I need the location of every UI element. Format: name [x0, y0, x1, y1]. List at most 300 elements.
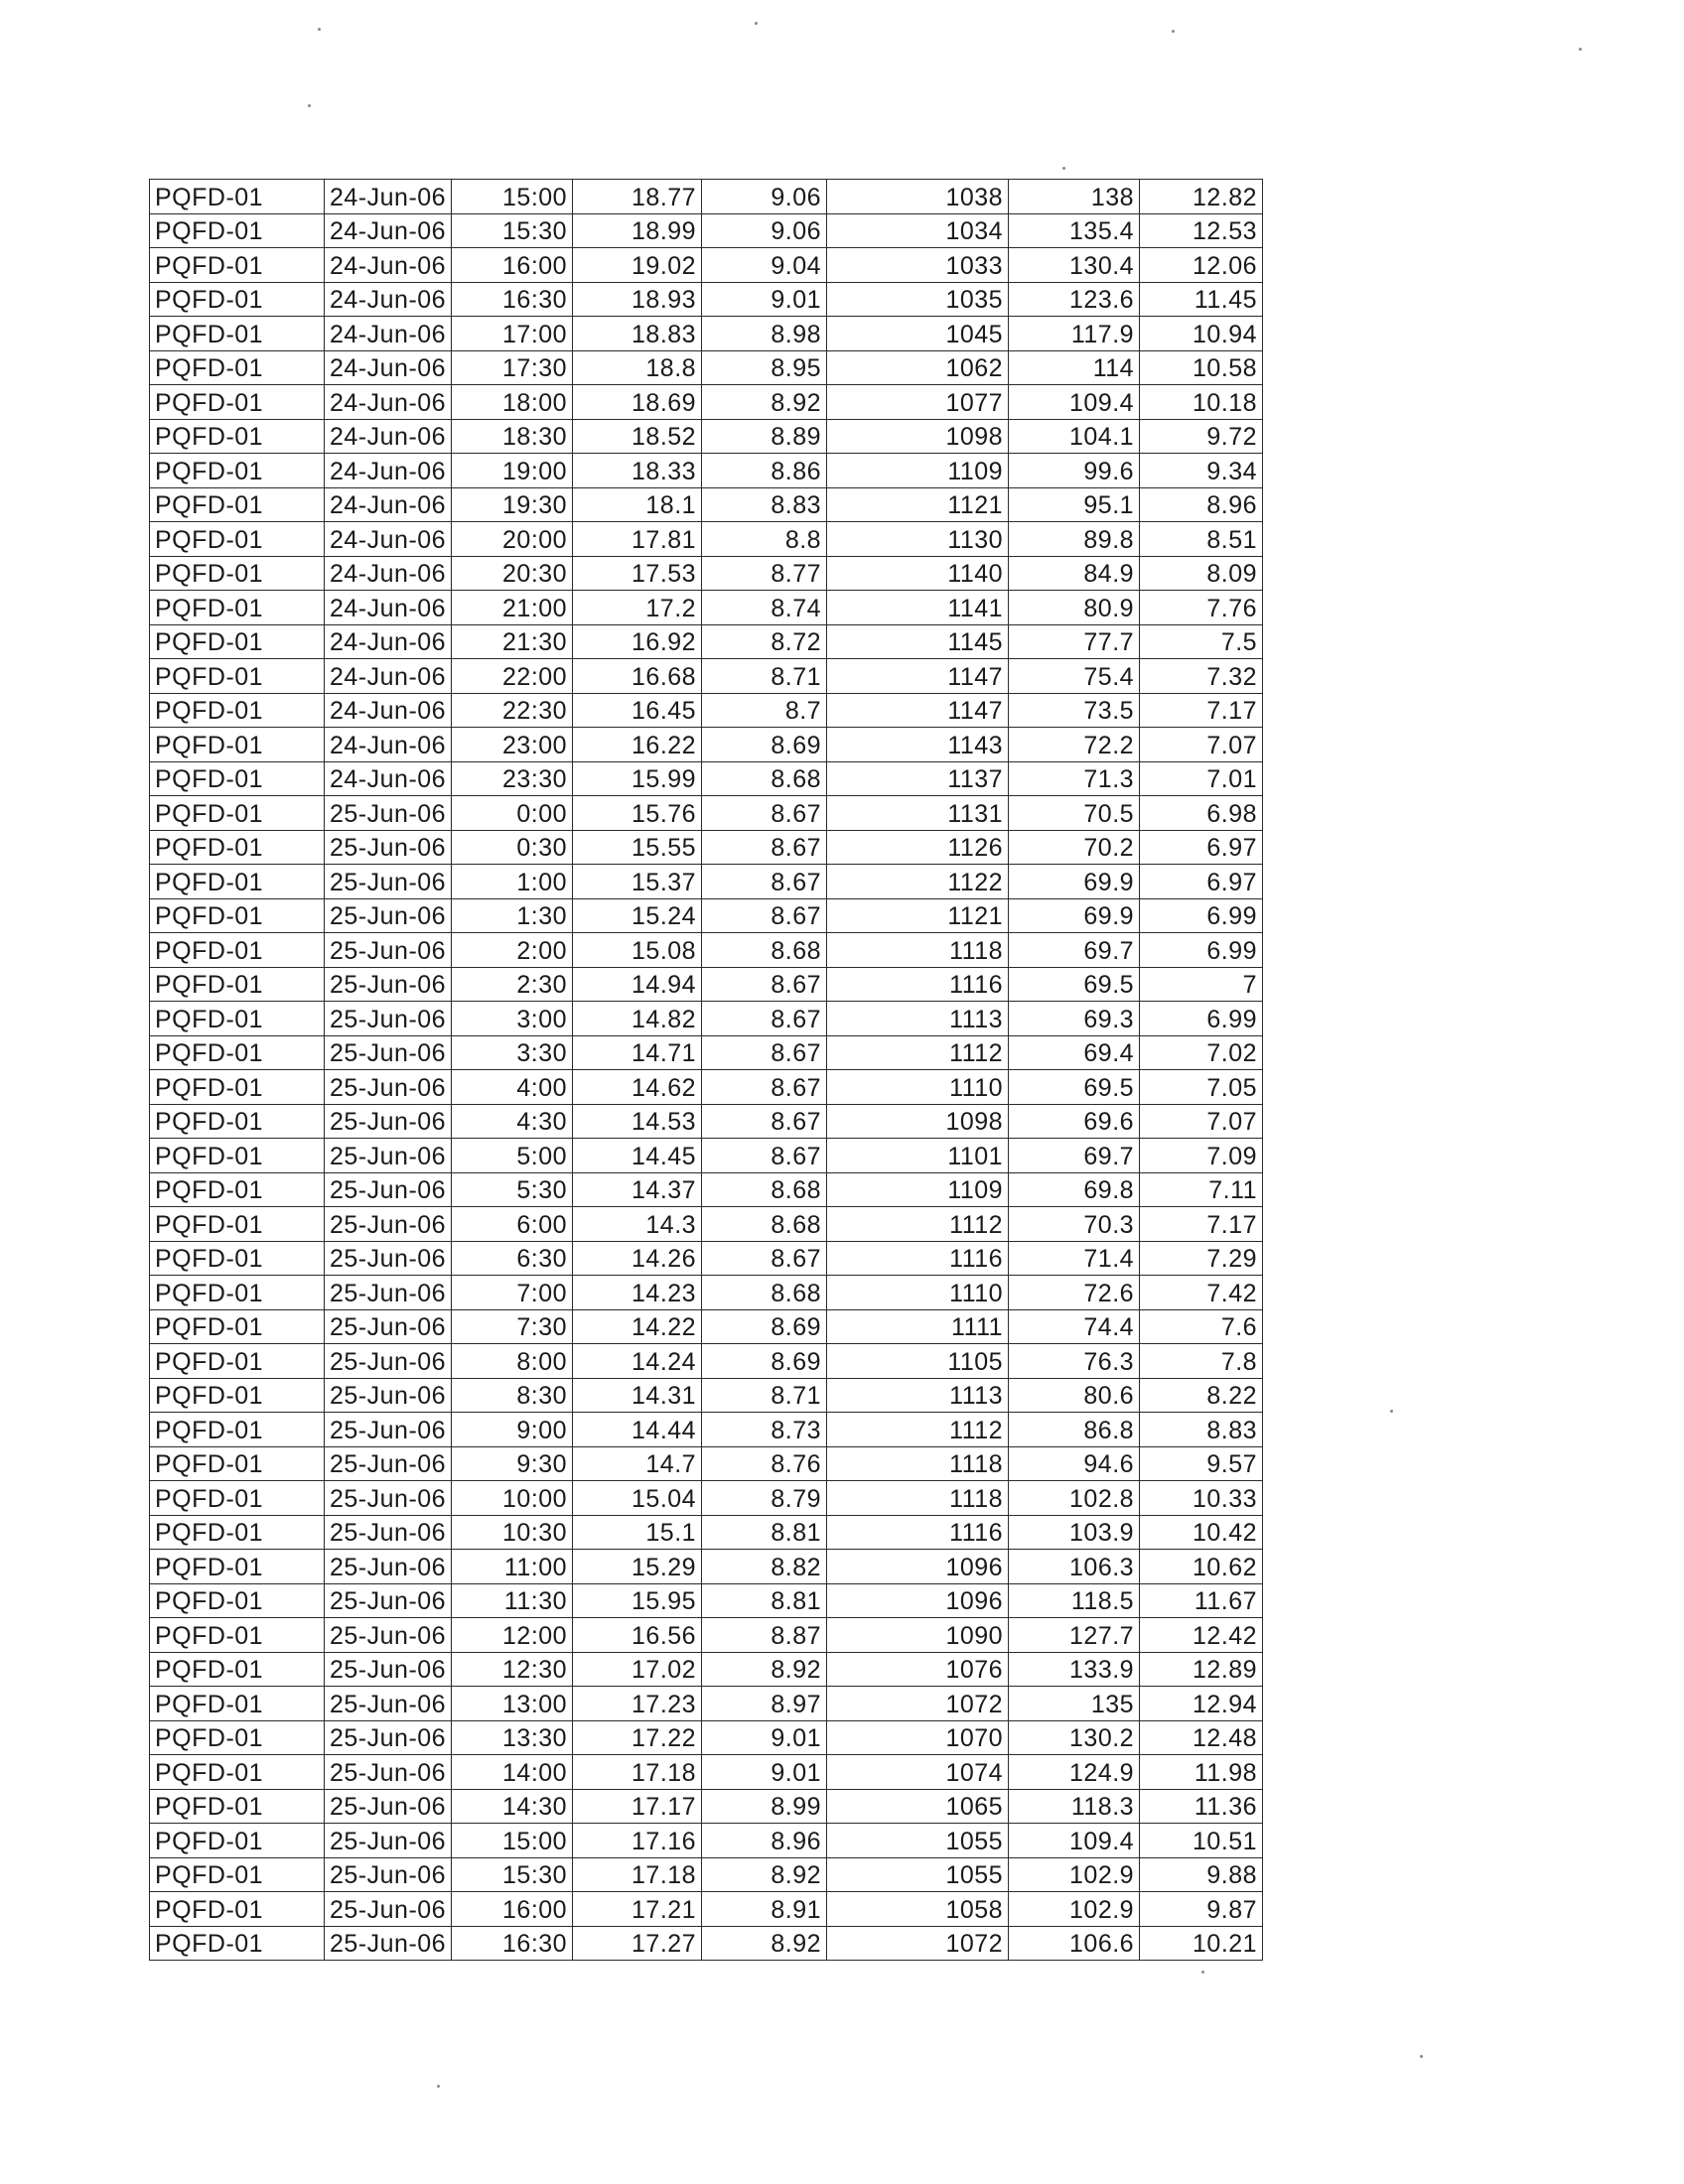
scan-speck: [755, 22, 758, 25]
station-id-cell: PQFD-01: [150, 1241, 325, 1276]
date-cell: 25-Jun-06: [325, 1413, 452, 1447]
value-3-cell: 1098: [827, 419, 1009, 454]
table-row: [150, 1892, 1263, 1927]
value-2-cell: 8.89: [702, 419, 827, 454]
time-cell: 13:00: [452, 1687, 573, 1721]
date-cell: 24-Jun-06: [325, 180, 452, 214]
value-5-cell: 7.6: [1140, 1309, 1263, 1344]
time-cell: 21:00: [452, 591, 573, 625]
date-cell: 24-Jun-06: [325, 761, 452, 796]
value-1-cell: 17.23: [573, 1687, 702, 1721]
value-1-cell: 14.62: [573, 1070, 702, 1105]
time-cell: 14:30: [452, 1789, 573, 1824]
table-row: [150, 1207, 1263, 1242]
value-3-cell: 1113: [827, 1002, 1009, 1036]
station-id-cell: PQFD-01: [150, 1583, 325, 1618]
value-4-cell: 109.4: [1009, 1824, 1140, 1858]
date-cell: 25-Jun-06: [325, 1276, 452, 1310]
time-cell: 20:00: [452, 522, 573, 557]
value-5-cell: 11.36: [1140, 1789, 1263, 1824]
date-cell: 24-Jun-06: [325, 624, 452, 659]
table-row: [150, 693, 1263, 728]
value-2-cell: 9.06: [702, 213, 827, 248]
value-2-cell: 8.74: [702, 591, 827, 625]
value-4-cell: 77.7: [1009, 624, 1140, 659]
value-1-cell: 17.53: [573, 556, 702, 591]
value-2-cell: 8.67: [702, 1002, 827, 1036]
station-id-cell: PQFD-01: [150, 659, 325, 694]
value-2-cell: 9.01: [702, 1755, 827, 1790]
table-row: [150, 1755, 1263, 1790]
value-3-cell: 1076: [827, 1652, 1009, 1687]
station-id-cell: PQFD-01: [150, 693, 325, 728]
date-cell: 25-Jun-06: [325, 1104, 452, 1139]
value-1-cell: 17.16: [573, 1824, 702, 1858]
value-1-cell: 16.22: [573, 728, 702, 762]
value-5-cell: 7.17: [1140, 1207, 1263, 1242]
table-row: [150, 830, 1263, 865]
value-2-cell: 8.81: [702, 1583, 827, 1618]
value-5-cell: 10.42: [1140, 1515, 1263, 1550]
station-id-cell: PQFD-01: [150, 1550, 325, 1584]
date-cell: 25-Jun-06: [325, 1926, 452, 1961]
time-cell: 12:30: [452, 1652, 573, 1687]
time-cell: 9:00: [452, 1413, 573, 1447]
value-1-cell: 18.1: [573, 487, 702, 522]
value-2-cell: 8.67: [702, 967, 827, 1002]
value-2-cell: 8.8: [702, 522, 827, 557]
table-row: [150, 350, 1263, 385]
value-5-cell: 12.82: [1140, 180, 1263, 214]
station-id-cell: PQFD-01: [150, 1309, 325, 1344]
value-4-cell: 74.4: [1009, 1309, 1140, 1344]
time-cell: 10:30: [452, 1515, 573, 1550]
value-2-cell: 8.67: [702, 865, 827, 899]
station-id-cell: PQFD-01: [150, 1344, 325, 1379]
value-3-cell: 1145: [827, 624, 1009, 659]
value-3-cell: 1143: [827, 728, 1009, 762]
value-1-cell: 14.71: [573, 1035, 702, 1070]
value-1-cell: 14.37: [573, 1172, 702, 1207]
table-row: [150, 1652, 1263, 1687]
value-2-cell: 8.79: [702, 1481, 827, 1516]
value-5-cell: 7.02: [1140, 1035, 1263, 1070]
value-4-cell: 71.3: [1009, 761, 1140, 796]
value-2-cell: 8.67: [702, 796, 827, 831]
value-1-cell: 14.45: [573, 1139, 702, 1173]
value-3-cell: 1112: [827, 1207, 1009, 1242]
value-2-cell: 8.67: [702, 1241, 827, 1276]
value-2-cell: 8.7: [702, 693, 827, 728]
table-row: [150, 248, 1263, 283]
value-2-cell: 8.69: [702, 728, 827, 762]
value-2-cell: 8.68: [702, 761, 827, 796]
station-id-cell: PQFD-01: [150, 1139, 325, 1173]
time-cell: 2:30: [452, 967, 573, 1002]
value-2-cell: 8.76: [702, 1446, 827, 1481]
value-3-cell: 1118: [827, 1481, 1009, 1516]
value-5-cell: 7.29: [1140, 1241, 1263, 1276]
date-cell: 25-Jun-06: [325, 1720, 452, 1755]
value-1-cell: 18.8: [573, 350, 702, 385]
value-2-cell: 8.69: [702, 1309, 827, 1344]
value-1-cell: 14.22: [573, 1309, 702, 1344]
value-3-cell: 1045: [827, 317, 1009, 351]
value-2-cell: 8.67: [702, 1139, 827, 1173]
value-5-cell: 10.62: [1140, 1550, 1263, 1584]
station-id-cell: PQFD-01: [150, 1413, 325, 1447]
table-row: [150, 1687, 1263, 1721]
time-cell: 15:00: [452, 180, 573, 214]
time-cell: 1:00: [452, 865, 573, 899]
date-cell: 25-Jun-06: [325, 1070, 452, 1105]
value-3-cell: 1131: [827, 796, 1009, 831]
value-4-cell: 109.4: [1009, 385, 1140, 420]
value-2-cell: 9.06: [702, 180, 827, 214]
value-3-cell: 1055: [827, 1824, 1009, 1858]
value-3-cell: 1112: [827, 1413, 1009, 1447]
value-2-cell: 8.77: [702, 556, 827, 591]
station-id-cell: PQFD-01: [150, 1515, 325, 1550]
value-3-cell: 1121: [827, 898, 1009, 933]
table-row: [150, 1550, 1263, 1584]
value-2-cell: 8.97: [702, 1687, 827, 1721]
value-1-cell: 18.77: [573, 180, 702, 214]
value-1-cell: 15.55: [573, 830, 702, 865]
value-3-cell: 1070: [827, 1720, 1009, 1755]
time-cell: 16:00: [452, 248, 573, 283]
scan-speck: [1579, 48, 1582, 51]
value-4-cell: 133.9: [1009, 1652, 1140, 1687]
value-2-cell: 8.92: [702, 385, 827, 420]
table-row: [150, 1789, 1263, 1824]
value-1-cell: 18.52: [573, 419, 702, 454]
value-3-cell: 1034: [827, 213, 1009, 248]
value-3-cell: 1110: [827, 1276, 1009, 1310]
table-row: [150, 213, 1263, 248]
value-2-cell: 8.67: [702, 830, 827, 865]
date-cell: 25-Jun-06: [325, 1789, 452, 1824]
value-2-cell: 8.67: [702, 898, 827, 933]
date-cell: 24-Jun-06: [325, 454, 452, 488]
value-1-cell: 15.95: [573, 1583, 702, 1618]
value-4-cell: 70.5: [1009, 796, 1140, 831]
value-4-cell: 95.1: [1009, 487, 1140, 522]
station-id-cell: PQFD-01: [150, 1720, 325, 1755]
date-cell: 24-Jun-06: [325, 522, 452, 557]
value-4-cell: 118.5: [1009, 1583, 1140, 1618]
value-5-cell: 12.42: [1140, 1618, 1263, 1653]
date-cell: 25-Jun-06: [325, 1139, 452, 1173]
date-cell: 25-Jun-06: [325, 1515, 452, 1550]
value-5-cell: 6.98: [1140, 796, 1263, 831]
value-5-cell: 9.34: [1140, 454, 1263, 488]
time-cell: 23:00: [452, 728, 573, 762]
value-2-cell: 8.81: [702, 1515, 827, 1550]
value-1-cell: 17.27: [573, 1926, 702, 1961]
station-id-cell: PQFD-01: [150, 248, 325, 283]
time-cell: 22:00: [452, 659, 573, 694]
value-4-cell: 104.1: [1009, 419, 1140, 454]
value-5-cell: 6.97: [1140, 865, 1263, 899]
value-4-cell: 70.2: [1009, 830, 1140, 865]
date-cell: 25-Jun-06: [325, 1241, 452, 1276]
value-3-cell: 1141: [827, 591, 1009, 625]
station-id-cell: PQFD-01: [150, 1035, 325, 1070]
value-2-cell: 8.68: [702, 1207, 827, 1242]
value-4-cell: 69.7: [1009, 933, 1140, 968]
value-3-cell: 1074: [827, 1755, 1009, 1790]
value-1-cell: 18.33: [573, 454, 702, 488]
value-1-cell: 14.31: [573, 1378, 702, 1413]
table-row: [150, 728, 1263, 762]
value-4-cell: 69.9: [1009, 865, 1140, 899]
table-row: [150, 317, 1263, 351]
value-4-cell: 86.8: [1009, 1413, 1140, 1447]
value-5-cell: 6.99: [1140, 898, 1263, 933]
value-1-cell: 14.23: [573, 1276, 702, 1310]
value-4-cell: 73.5: [1009, 693, 1140, 728]
value-5-cell: 12.48: [1140, 1720, 1263, 1755]
value-3-cell: 1098: [827, 1104, 1009, 1139]
date-cell: 25-Jun-06: [325, 1172, 452, 1207]
value-1-cell: 14.53: [573, 1104, 702, 1139]
value-2-cell: 8.67: [702, 1035, 827, 1070]
value-1-cell: 14.82: [573, 1002, 702, 1036]
table-row: [150, 1241, 1263, 1276]
table-row: [150, 1276, 1263, 1310]
value-3-cell: 1055: [827, 1857, 1009, 1892]
station-id-cell: PQFD-01: [150, 1687, 325, 1721]
value-5-cell: 7.76: [1140, 591, 1263, 625]
value-4-cell: 99.6: [1009, 454, 1140, 488]
date-cell: 25-Jun-06: [325, 1378, 452, 1413]
date-cell: 25-Jun-06: [325, 1618, 452, 1653]
date-cell: 24-Jun-06: [325, 385, 452, 420]
date-cell: 25-Jun-06: [325, 1002, 452, 1036]
value-4-cell: 70.3: [1009, 1207, 1140, 1242]
value-3-cell: 1116: [827, 1241, 1009, 1276]
station-id-cell: PQFD-01: [150, 796, 325, 831]
value-3-cell: 1105: [827, 1344, 1009, 1379]
value-2-cell: 8.92: [702, 1857, 827, 1892]
table-row: [150, 1515, 1263, 1550]
value-1-cell: 17.22: [573, 1720, 702, 1755]
time-cell: 0:00: [452, 796, 573, 831]
table-row: [150, 454, 1263, 488]
value-3-cell: 1096: [827, 1583, 1009, 1618]
date-cell: 24-Jun-06: [325, 213, 452, 248]
table-row: [150, 1344, 1263, 1379]
date-cell: 24-Jun-06: [325, 693, 452, 728]
table-row: [150, 1720, 1263, 1755]
value-4-cell: 69.4: [1009, 1035, 1140, 1070]
value-1-cell: 15.37: [573, 865, 702, 899]
value-4-cell: 102.8: [1009, 1481, 1140, 1516]
value-5-cell: 8.09: [1140, 556, 1263, 591]
value-2-cell: 8.71: [702, 1378, 827, 1413]
value-5-cell: 10.21: [1140, 1926, 1263, 1961]
value-5-cell: 8.51: [1140, 522, 1263, 557]
value-2-cell: 8.67: [702, 1070, 827, 1105]
time-cell: 10:00: [452, 1481, 573, 1516]
value-5-cell: 11.98: [1140, 1755, 1263, 1790]
value-5-cell: 10.94: [1140, 317, 1263, 351]
value-3-cell: 1121: [827, 487, 1009, 522]
station-id-cell: PQFD-01: [150, 1789, 325, 1824]
value-1-cell: 15.24: [573, 898, 702, 933]
value-3-cell: 1116: [827, 1515, 1009, 1550]
station-id-cell: PQFD-01: [150, 556, 325, 591]
table-row: [150, 659, 1263, 694]
value-2-cell: 8.86: [702, 454, 827, 488]
value-2-cell: 8.87: [702, 1618, 827, 1653]
table-row: [150, 487, 1263, 522]
value-4-cell: 69.3: [1009, 1002, 1140, 1036]
value-1-cell: 17.81: [573, 522, 702, 557]
value-5-cell: 7.05: [1140, 1070, 1263, 1105]
value-3-cell: 1126: [827, 830, 1009, 865]
value-4-cell: 124.9: [1009, 1755, 1140, 1790]
time-cell: 2:00: [452, 933, 573, 968]
date-cell: 25-Jun-06: [325, 1652, 452, 1687]
value-4-cell: 69.9: [1009, 898, 1140, 933]
value-1-cell: 14.3: [573, 1207, 702, 1242]
station-id-cell: PQFD-01: [150, 728, 325, 762]
station-id-cell: PQFD-01: [150, 624, 325, 659]
station-id-cell: PQFD-01: [150, 419, 325, 454]
time-cell: 17:00: [452, 317, 573, 351]
date-cell: 25-Jun-06: [325, 796, 452, 831]
station-id-cell: PQFD-01: [150, 385, 325, 420]
value-1-cell: 19.02: [573, 248, 702, 283]
time-cell: 8:00: [452, 1344, 573, 1379]
station-id-cell: PQFD-01: [150, 1276, 325, 1310]
value-4-cell: 69.6: [1009, 1104, 1140, 1139]
value-5-cell: 7.09: [1140, 1139, 1263, 1173]
value-2-cell: 8.68: [702, 1276, 827, 1310]
value-1-cell: 18.83: [573, 317, 702, 351]
value-4-cell: 80.9: [1009, 591, 1140, 625]
value-1-cell: 16.56: [573, 1618, 702, 1653]
station-id-cell: PQFD-01: [150, 522, 325, 557]
value-3-cell: 1116: [827, 967, 1009, 1002]
value-2-cell: 8.68: [702, 933, 827, 968]
value-4-cell: 118.3: [1009, 1789, 1140, 1824]
date-cell: 24-Jun-06: [325, 317, 452, 351]
value-1-cell: 15.1: [573, 1515, 702, 1550]
value-5-cell: 6.99: [1140, 933, 1263, 968]
time-cell: 22:30: [452, 693, 573, 728]
station-id-cell: PQFD-01: [150, 1070, 325, 1105]
value-2-cell: 9.01: [702, 282, 827, 317]
table-row: [150, 1446, 1263, 1481]
value-3-cell: 1110: [827, 1070, 1009, 1105]
value-3-cell: 1130: [827, 522, 1009, 557]
date-cell: 25-Jun-06: [325, 1481, 452, 1516]
scan-speck: [437, 2085, 440, 2088]
value-2-cell: 8.98: [702, 317, 827, 351]
value-4-cell: 75.4: [1009, 659, 1140, 694]
table-row: [150, 1309, 1263, 1344]
value-4-cell: 123.6: [1009, 282, 1140, 317]
scan-speck: [318, 28, 321, 31]
value-4-cell: 103.9: [1009, 1515, 1140, 1550]
station-id-cell: PQFD-01: [150, 1755, 325, 1790]
date-cell: 24-Jun-06: [325, 728, 452, 762]
scan-speck: [1420, 2055, 1423, 2058]
value-4-cell: 69.5: [1009, 967, 1140, 1002]
scan-speck: [1062, 167, 1065, 170]
value-4-cell: 69.7: [1009, 1139, 1140, 1173]
time-cell: 8:30: [452, 1378, 573, 1413]
date-cell: 24-Jun-06: [325, 591, 452, 625]
value-5-cell: 11.67: [1140, 1583, 1263, 1618]
date-cell: 25-Jun-06: [325, 865, 452, 899]
date-cell: 25-Jun-06: [325, 1344, 452, 1379]
station-id-cell: PQFD-01: [150, 1824, 325, 1858]
value-3-cell: 1033: [827, 248, 1009, 283]
table-row: [150, 1481, 1263, 1516]
station-id-cell: PQFD-01: [150, 898, 325, 933]
date-cell: 24-Jun-06: [325, 248, 452, 283]
value-4-cell: 80.6: [1009, 1378, 1140, 1413]
time-cell: 19:00: [452, 454, 573, 488]
data-table-body: [150, 180, 1263, 1961]
time-cell: 18:30: [452, 419, 573, 454]
value-1-cell: 15.04: [573, 1481, 702, 1516]
value-1-cell: 17.18: [573, 1857, 702, 1892]
table-row: [150, 180, 1263, 214]
time-cell: 14:00: [452, 1755, 573, 1790]
time-cell: 20:30: [452, 556, 573, 591]
value-5-cell: 7.42: [1140, 1276, 1263, 1310]
value-3-cell: 1109: [827, 1172, 1009, 1207]
time-cell: 0:30: [452, 830, 573, 865]
station-id-cell: PQFD-01: [150, 761, 325, 796]
table-row: [150, 1618, 1263, 1653]
value-5-cell: 9.88: [1140, 1857, 1263, 1892]
value-2-cell: 8.96: [702, 1824, 827, 1858]
value-5-cell: 8.96: [1140, 487, 1263, 522]
value-4-cell: 106.3: [1009, 1550, 1140, 1584]
station-id-cell: PQFD-01: [150, 865, 325, 899]
value-5-cell: 8.22: [1140, 1378, 1263, 1413]
date-cell: 25-Jun-06: [325, 1583, 452, 1618]
station-id-cell: PQFD-01: [150, 1172, 325, 1207]
time-cell: 15:30: [452, 1857, 573, 1892]
value-5-cell: 7.01: [1140, 761, 1263, 796]
table-row: [150, 933, 1263, 968]
value-3-cell: 1118: [827, 933, 1009, 968]
value-3-cell: 1090: [827, 1618, 1009, 1653]
date-cell: 24-Jun-06: [325, 419, 452, 454]
value-5-cell: 9.87: [1140, 1892, 1263, 1927]
value-3-cell: 1113: [827, 1378, 1009, 1413]
time-cell: 15:30: [452, 213, 573, 248]
value-4-cell: 130.2: [1009, 1720, 1140, 1755]
time-cell: 21:30: [452, 624, 573, 659]
time-cell: 5:00: [452, 1139, 573, 1173]
table-row: [150, 1104, 1263, 1139]
value-2-cell: 9.04: [702, 248, 827, 283]
station-id-cell: PQFD-01: [150, 1446, 325, 1481]
table-row: [150, 1926, 1263, 1961]
date-cell: 25-Jun-06: [325, 1857, 452, 1892]
value-4-cell: 89.8: [1009, 522, 1140, 557]
station-id-cell: PQFD-01: [150, 591, 325, 625]
table-row: [150, 624, 1263, 659]
